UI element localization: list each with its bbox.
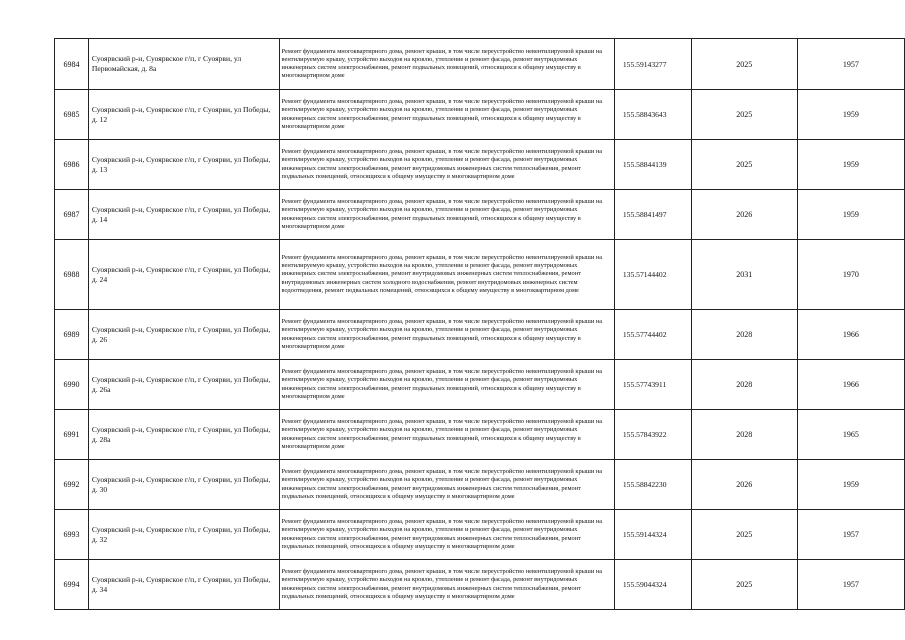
row-number: 6987	[55, 190, 89, 240]
house-code: 155.58842230	[614, 460, 691, 510]
table-row	[55, 410, 905, 460]
build-year: 1965	[797, 410, 904, 460]
repair-works: Ремонт фундамента многоквартирного дома, ремонт крыши, в том числе переустройство невентилируемой крыши на вентилируемую крышу, устройство выходов на кровлю, утепление и ремонт фасада, ремонт внутридомовых инженерных систем электроснабжения, ремонт внутридомовых инженерных систем теплоснабжения, ремонт подвальных помещений, относящихся к общему имуществу в многоквартирном доме	[279, 560, 614, 610]
house-address: Суоярвский р-н, Суоярвское г/п, г Суоярви, ул Победы, д. 26а	[88, 360, 279, 410]
table-row	[55, 560, 905, 610]
planned-year: 2025	[691, 510, 797, 560]
repair-works: Ремонт фундамента многоквартирного дома, ремонт крыши, в том числе переустройство невентилируемой крыши на вентилируемую крышу, устройство выходов на кровлю, утепление и ремонт фасада, ремонт внутридомовых инженерных систем электроснабжения, ремонт подвальных помещений, относящихся к общему имуществу в многоквартирном доме	[279, 90, 614, 140]
table-row	[55, 360, 905, 410]
house-address: Суоярвский р-н, Суоярвское г/п, г Суоярви, ул Победы, д. 14	[88, 190, 279, 240]
row-number: 6991	[55, 410, 89, 460]
table-row	[55, 190, 905, 240]
repair-works: Ремонт фундамента многоквартирного дома, ремонт крыши, в том числе переустройство невентилируемой крыши на вентилируемую крышу, устройство выходов на кровлю, утепление и ремонт фасада, ремонт внутридомовых инженерных систем электроснабжения, ремонт подвальных помещений, относящихся к общему имуществу в многоквартирном доме	[279, 310, 614, 360]
house-address: Суоярвский р-н, Суоярвское г/п, г Суоярви, ул Победы, д. 28а	[88, 410, 279, 460]
planned-year: 2026	[691, 460, 797, 510]
build-year: 1957	[797, 560, 904, 610]
house-address: Суоярвский р-н, Суоярвское г/п, г Суоярви, ул Победы, д. 34	[88, 560, 279, 610]
capital-repair-table	[54, 38, 905, 610]
row-number: 6992	[55, 460, 89, 510]
house-code: 155.58844139	[614, 140, 691, 190]
house-address: Суоярвский р-н, Суоярвское г/п, г Суоярви, ул Победы, д. 13	[88, 140, 279, 190]
planned-year: 2028	[691, 360, 797, 410]
build-year: 1959	[797, 190, 904, 240]
house-address: Суоярвский р-н, Суоярвское г/п, г Суоярви, ул Победы, д. 26	[88, 310, 279, 360]
house-code: 155.59143277	[614, 39, 691, 90]
repair-works: Ремонт фундамента многоквартирного дома, ремонт крыши, в том числе переустройство невентилируемой крыши на вентилируемую крышу, устройство выходов на кровлю, утепление и ремонт фасада, ремонт внутридомовых инженерных систем электроснабжения, ремонт внутридомовых инженерных систем теплоснабжения, ремонт подвальных помещений, относящихся к общему имуществу в многоквартирном доме	[279, 510, 614, 560]
build-year: 1957	[797, 510, 904, 560]
row-number: 6993	[55, 510, 89, 560]
house-code: 155.59144324	[614, 510, 691, 560]
planned-year: 2026	[691, 190, 797, 240]
row-number: 6994	[55, 560, 89, 610]
house-code: 155.57843922	[614, 410, 691, 460]
planned-year: 2025	[691, 90, 797, 140]
row-number: 6988	[55, 240, 89, 310]
repair-works: Ремонт фундамента многоквартирного дома, ремонт крыши, в том числе переустройство невентилируемой крыши на вентилируемую крышу, устройство выходов на кровлю, утепление и ремонт фасада, ремонт внутридомовых инженерных систем электроснабжения, ремонт подвальных помещений, относящихся к общему имуществу в многоквартирном доме	[279, 190, 614, 240]
repair-works: Ремонт фундамента многоквартирного дома, ремонт крыши, в том числе переустройство невентилируемой крыши на вентилируемую крышу, устройство выходов на кровлю, утепление и ремонт фасада, ремонт внутридомовых инженерных систем электроснабжения, ремонт подвальных помещений, относящихся к общему имуществу в многоквартирном доме	[279, 39, 614, 90]
table-row	[55, 310, 905, 360]
build-year: 1959	[797, 90, 904, 140]
table-row	[55, 460, 905, 510]
house-code: 155.58843643	[614, 90, 691, 140]
house-address: Суоярвский р-н, Суоярвское г/п, г Суоярви, ул Победы, д. 24	[88, 240, 279, 310]
repair-works: Ремонт фундамента многоквартирного дома, ремонт крыши, в том числе переустройство невентилируемой крыши на вентилируемую крышу, устройство выходов на кровлю, утепление и ремонт фасада, ремонт внутридомовых инженерных систем электроснабжения, ремонт внутридомовых инженерных систем теплоснабжения, ремонт подвальных помещений, относящихся к общему имуществу в многоквартирном доме	[279, 460, 614, 510]
table-row	[55, 39, 905, 90]
house-address: Суоярвский р-н, Суоярвское г/п, г Суоярви, ул Победы, д. 12	[88, 90, 279, 140]
row-number: 6986	[55, 140, 89, 190]
build-year: 1957	[797, 39, 904, 90]
repair-works: Ремонт фундамента многоквартирного дома, ремонт крыши, в том числе переустройство невентилируемой крыши на вентилируемую крышу, устройство выходов на кровлю, утепление и ремонт фасада, ремонт внутридомовых инженерных систем электроснабжения, ремонт внутридомовых инженерных систем теплоснабжения, ремонт подвальных помещений, относящихся к общему имуществу в многоквартирном доме	[279, 140, 614, 190]
house-code: 155.58841497	[614, 190, 691, 240]
row-number: 6985	[55, 90, 89, 140]
table-row	[55, 510, 905, 560]
repair-works: Ремонт фундамента многоквартирного дома, ремонт крыши, в том числе переустройство невентилируемой крыши на вентилируемую крышу, устройство выходов на кровлю, утепление и ремонт фасада, ремонт внутридомовых инженерных систем электроснабжения, ремонт внутридомовых инженерных систем теплоснабжения, ремонт внутридомовых инженерных систем холодного водоснабжения, ремонт внутридомовых инженерных систем водоотведения, ремонт подвальных помещений, относящихся к общему имуществу в многоквартирном доме	[279, 240, 614, 310]
row-number: 6989	[55, 310, 89, 360]
planned-year: 2028	[691, 410, 797, 460]
house-code: 155.59044324	[614, 560, 691, 610]
table-row	[55, 140, 905, 190]
build-year: 1959	[797, 460, 904, 510]
planned-year: 2025	[691, 39, 797, 90]
planned-year: 2025	[691, 560, 797, 610]
house-address: Суоярвский р-н, Суоярвское г/п, г Суоярви, ул Победы, д. 32	[88, 510, 279, 560]
planned-year: 2031	[691, 240, 797, 310]
house-address: Суоярвский р-н, Суоярвское г/п, г Суоярви, ул Победы, д. 30	[88, 460, 279, 510]
build-year: 1959	[797, 140, 904, 190]
repair-works: Ремонт фундамента многоквартирного дома, ремонт крыши, в том числе переустройство невентилируемой крыши на вентилируемую крышу, устройство выходов на кровлю, утепление и ремонт фасада, ремонт внутридомовых инженерных систем электроснабжения, ремонт подвальных помещений, относящихся к общему имуществу в многоквартирном доме	[279, 410, 614, 460]
planned-year: 2028	[691, 310, 797, 360]
repair-works: Ремонт фундамента многоквартирного дома, ремонт крыши, в том числе переустройство невентилируемой крыши на вентилируемую крышу, устройство выходов на кровлю, утепление и ремонт фасада, ремонт внутридомовых инженерных систем электроснабжения, ремонт подвальных помещений, относящихся к общему имуществу в многоквартирном доме	[279, 360, 614, 410]
build-year: 1966	[797, 310, 904, 360]
row-number: 6984	[55, 39, 89, 90]
table-row	[55, 90, 905, 140]
house-address: Суоярвский р-н, Суоярвское г/п, г Суоярви, ул Первомайская, д. 8а	[88, 39, 279, 90]
build-year: 1966	[797, 360, 904, 410]
row-number: 6990	[55, 360, 89, 410]
table-row	[55, 240, 905, 310]
build-year: 1970	[797, 240, 904, 310]
planned-year: 2025	[691, 140, 797, 190]
house-code: 135.57144402	[614, 240, 691, 310]
house-code: 155.57743911	[614, 360, 691, 410]
house-code: 155.57744402	[614, 310, 691, 360]
